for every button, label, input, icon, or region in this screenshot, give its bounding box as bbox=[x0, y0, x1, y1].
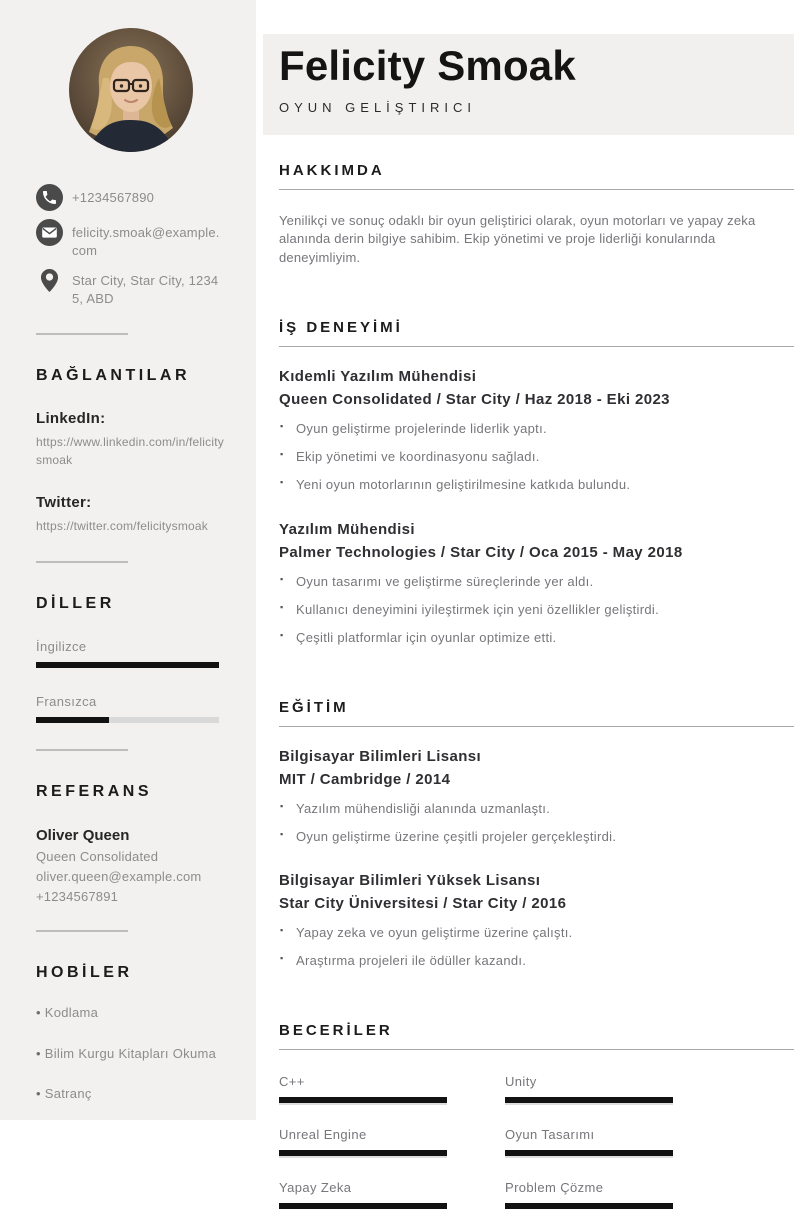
education-bullet: ▪ Oyun geliştirme üzerine çeşitli projeler gerçekleştirdi. bbox=[279, 829, 794, 846]
about-title: HAKKIMDA bbox=[279, 162, 385, 179]
language-name: Fransızca bbox=[36, 694, 97, 710]
person-name: Felicity Smoak bbox=[279, 42, 576, 89]
section-rule bbox=[279, 1049, 794, 1050]
experience-title: İŞ DENEYİMİ bbox=[279, 319, 403, 337]
contact-email bbox=[36, 219, 226, 259]
education-section bbox=[279, 699, 794, 971]
link-item-twitter bbox=[36, 494, 226, 535]
job-role: Kıdemli Yazılım Mühendisi bbox=[279, 368, 477, 386]
job-entry bbox=[279, 365, 794, 494]
job-bullet: ▪ Oyun tasarımı ve geliştirme süreçlerinde yer aldı. bbox=[279, 574, 794, 591]
contact-section bbox=[36, 184, 226, 307]
job-bullet: ▪ Çeşitli platformlar için oyunlar optimize etti. bbox=[279, 630, 794, 647]
hobby-item: • Bilim Kurgu Kitapları Okuma bbox=[36, 1044, 226, 1064]
skill-item bbox=[505, 1180, 673, 1209]
skill-bar-fill bbox=[505, 1097, 673, 1103]
sidebar-divider bbox=[36, 930, 128, 932]
degree-meta: Star City Üniversitesi / Star City / 2016 bbox=[279, 895, 567, 913]
job-meta: Palmer Technologies / Star City / Oca 2015 - May 2018 bbox=[279, 544, 683, 562]
skill-item bbox=[279, 1127, 447, 1156]
language-item bbox=[36, 694, 226, 723]
degree-name: Bilgisayar Bilimleri Yüksek Lisansı bbox=[279, 872, 541, 890]
degree-name: Bilgisayar Bilimleri Lisansı bbox=[279, 747, 482, 765]
languages-section-title: DİLLER bbox=[36, 595, 115, 613]
education-entry bbox=[279, 869, 794, 970]
skill-item bbox=[505, 1074, 673, 1103]
profile-photo bbox=[69, 28, 193, 152]
contact-phone bbox=[36, 184, 226, 211]
sidebar bbox=[0, 0, 256, 1120]
location-icon bbox=[36, 267, 63, 294]
skill-name: Oyun Tasarımı bbox=[505, 1127, 595, 1143]
language-name: İngilizce bbox=[36, 639, 87, 655]
skill-item bbox=[279, 1074, 447, 1103]
skills-title: BECERİLER bbox=[279, 1022, 393, 1040]
job-bullet: ▪ Kullanıcı deneyimini iyileştirmek için yeni özellikler geliştirdi. bbox=[279, 602, 794, 619]
main-content bbox=[256, 162, 794, 1209]
skill-bar-track bbox=[505, 1097, 673, 1103]
hobbies-section-title: HOBİLER bbox=[36, 964, 133, 982]
link-item-linkedin bbox=[36, 410, 226, 469]
section-rule bbox=[279, 189, 794, 190]
linkedin-label: LinkedIn: bbox=[36, 410, 106, 428]
about-section bbox=[279, 162, 794, 267]
hobby-item: • Kodlama bbox=[36, 1003, 226, 1023]
degree-meta: MIT / Cambridge / 2014 bbox=[279, 770, 451, 788]
experience-section bbox=[279, 319, 794, 646]
education-bullet: ▪ Araştırma projeleri ile ödüller kazandı. bbox=[279, 953, 794, 970]
education-entry bbox=[279, 745, 794, 846]
twitter-url[interactable]: https://twitter.com/felicitysmoak bbox=[36, 519, 208, 534]
skill-bar-track bbox=[279, 1150, 447, 1156]
skill-bar-fill bbox=[279, 1097, 447, 1103]
skill-bar-track bbox=[279, 1203, 447, 1209]
twitter-label: Twitter: bbox=[36, 494, 92, 512]
address-text: Star City, Star City, 12345, ABD bbox=[72, 273, 219, 306]
job-bullets bbox=[279, 574, 794, 647]
skill-item bbox=[279, 1180, 447, 1209]
contact-address bbox=[36, 267, 226, 307]
job-bullet: ▪ Ekip yönetimi ve koordinasyonu sağladı. bbox=[279, 449, 794, 466]
language-item bbox=[36, 639, 226, 668]
reference-phone: +1234567891 bbox=[36, 889, 119, 905]
reference-section-title: REFERANS bbox=[36, 783, 153, 801]
sidebar-divider bbox=[36, 749, 128, 751]
section-rule bbox=[279, 726, 794, 727]
email-address[interactable]: felicity.smoak@example.com bbox=[72, 225, 220, 258]
skill-name: Unity bbox=[505, 1074, 537, 1090]
skill-bar-fill bbox=[279, 1203, 447, 1209]
main-column bbox=[256, 0, 794, 1196]
job-bullet: ▪ Oyun geliştirme projelerinde liderlik yaptı. bbox=[279, 421, 794, 438]
language-bar-fill bbox=[36, 662, 219, 668]
sidebar-divider bbox=[36, 561, 128, 563]
education-bullets bbox=[279, 925, 794, 970]
person-job-title: OYUN GELİŞTIRICI bbox=[279, 100, 477, 115]
skill-name: Yapay Zeka bbox=[279, 1180, 352, 1196]
skill-bar-fill bbox=[505, 1150, 673, 1156]
header-band bbox=[263, 34, 794, 135]
skills-section bbox=[279, 1022, 794, 1209]
skill-bar-track bbox=[279, 1097, 447, 1103]
job-entry bbox=[279, 518, 794, 647]
hobby-item: • Satranç bbox=[36, 1084, 226, 1104]
reference-name: Oliver Queen bbox=[36, 827, 130, 845]
email-icon bbox=[36, 219, 63, 246]
skill-item bbox=[505, 1127, 673, 1156]
language-bar-track bbox=[36, 662, 219, 668]
linkedin-url[interactable]: https://www.linkedin.com/in/felicitysmoak bbox=[36, 435, 224, 468]
skill-name: Unreal Engine bbox=[279, 1127, 367, 1143]
phone-icon bbox=[36, 184, 63, 211]
skill-name: C++ bbox=[279, 1074, 305, 1090]
links-section-title: BAĞLANTILAR bbox=[36, 367, 191, 385]
job-bullet: ▪ Yeni oyun motorlarının geliştirilmesine katkıda bulundu. bbox=[279, 477, 794, 494]
skill-bar-fill bbox=[505, 1203, 673, 1209]
skill-bar-track bbox=[505, 1203, 673, 1209]
job-role: Yazılım Mühendisi bbox=[279, 521, 415, 539]
sidebar-divider bbox=[36, 333, 128, 335]
job-bullets bbox=[279, 421, 794, 494]
skill-name: Problem Çözme bbox=[505, 1180, 604, 1196]
education-bullet: ▪ Yapay zeka ve oyun geliştirme üzerine çalıştı. bbox=[279, 925, 794, 942]
skill-bar-track bbox=[505, 1150, 673, 1156]
about-text: Yenilikçi ve sonuç odaklı bir oyun geliştirici olarak, oyun motorları ve yapay zeka alanında derin bilgiye sahibim. Ekip yönetimi ve proje liderliği konularında deneyimliyim. bbox=[279, 213, 756, 265]
skills-grid bbox=[279, 1074, 794, 1209]
language-bar-fill bbox=[36, 717, 109, 723]
reference-company: Queen Consolidated bbox=[36, 849, 159, 865]
education-bullet: ▪ Yazılım mühendisliği alanında uzmanlaştı. bbox=[279, 801, 794, 818]
education-title: EĞİTİM bbox=[279, 698, 349, 716]
section-rule bbox=[279, 346, 794, 347]
phone-number: +1234567890 bbox=[72, 190, 155, 205]
reference-email[interactable]: oliver.queen@example.com bbox=[36, 869, 202, 885]
education-bullets bbox=[279, 801, 794, 846]
skill-bar-fill bbox=[279, 1150, 447, 1156]
avatar-illustration bbox=[69, 28, 193, 152]
job-meta: Queen Consolidated / Star City / Haz 2018 - Eki 2023 bbox=[279, 391, 670, 409]
language-bar-track bbox=[36, 717, 219, 723]
